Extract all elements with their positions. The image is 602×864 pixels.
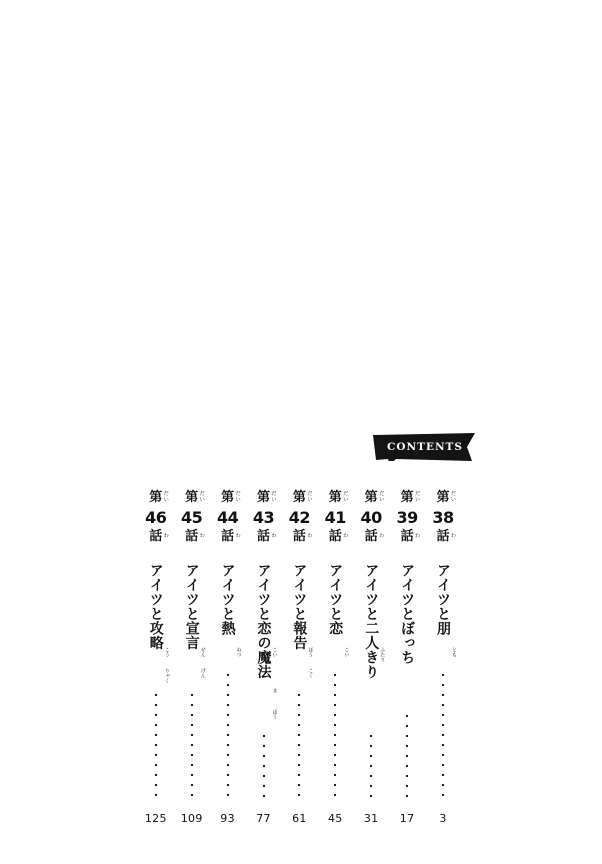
page-number[interactable]: 17	[399, 812, 415, 825]
chapter-title[interactable]: アイツと朋	[435, 563, 451, 636]
toc-entry[interactable]	[429, 490, 457, 830]
chapter-furigana: せん	[199, 647, 206, 657]
chapter-title[interactable]: アイツと宣言	[183, 563, 200, 650]
chapter-wa: 話	[185, 529, 199, 544]
chapter-number: 42	[288, 508, 311, 527]
chapter-dai-ruby: だい	[163, 491, 169, 503]
dot-leader	[297, 690, 301, 802]
chapter-title[interactable]: アイツと恋の魔法	[255, 563, 272, 679]
chapter-furigana: こう	[163, 647, 170, 657]
page-number[interactable]: 109	[180, 812, 203, 825]
chapter-furigana: ま	[271, 688, 278, 693]
chapter-dai: 第	[256, 490, 270, 505]
chapter-number: 43	[252, 508, 275, 527]
page-number[interactable]: 3	[439, 812, 447, 825]
dot-leader	[369, 731, 373, 802]
chapter-wa: 話	[328, 529, 342, 544]
chapter-dai-ruby: だい	[235, 491, 241, 503]
chapter-furigana: ねつ	[235, 647, 242, 657]
chapter-number: 45	[181, 508, 203, 527]
toc-entry[interactable]	[214, 490, 242, 830]
chapter-title[interactable]: アイツと熱	[219, 563, 236, 636]
chapter-wa-ruby: わ	[163, 533, 169, 539]
chapter-furigana: ほう	[307, 647, 314, 657]
chapter-dai-ruby: だい	[343, 491, 349, 503]
chapter-number: 44	[216, 508, 239, 527]
chapter-dai: 第	[221, 490, 235, 505]
toc-entry[interactable]	[285, 490, 313, 830]
chapter-title[interactable]: アイツとぼっち	[399, 563, 416, 665]
dot-leader	[333, 670, 337, 803]
chapter-title[interactable]: アイツと攻略	[147, 563, 164, 650]
chapter-number: 46	[145, 508, 167, 527]
page-number[interactable]: 61	[292, 812, 307, 825]
chapter-wa: 話	[256, 529, 270, 544]
chapter-furigana: ほう	[271, 708, 278, 719]
chapter-dai: 第	[364, 490, 378, 505]
chapter-wa-ruby: わ	[271, 533, 277, 539]
toc-entry[interactable]	[142, 490, 170, 830]
chapter-furigana: げん	[199, 667, 206, 678]
chapter-dai-ruby: だい	[415, 491, 421, 503]
chapter-dai-ruby: だい	[199, 491, 205, 503]
chapter-dai-ruby: だい	[271, 491, 277, 503]
chapter-number: 40	[360, 508, 382, 527]
dot-leader	[226, 670, 230, 803]
chapter-furigana: ふたり	[379, 647, 386, 662]
dot-leader	[405, 711, 409, 803]
chapter-wa: 話	[292, 529, 306, 544]
chapter-furigana: こい	[343, 647, 350, 657]
page-number[interactable]: 93	[220, 812, 235, 825]
chapter-dai: 第	[328, 490, 342, 505]
chapter-wa-ruby: わ	[415, 533, 421, 539]
chapter-dai: 第	[185, 490, 199, 505]
chapter-wa: 話	[436, 529, 450, 544]
chapter-title[interactable]: アイツと報告	[291, 563, 308, 650]
chapter-title[interactable]: アイツと二人きり	[363, 563, 380, 679]
toc-entry[interactable]	[250, 490, 278, 830]
chapter-title[interactable]: アイツと恋	[327, 563, 344, 636]
chapter-wa: 話	[364, 529, 378, 544]
chapter-furigana: こく	[307, 667, 314, 678]
chapter-dai-ruby: だい	[379, 491, 385, 503]
chapter-dai: 第	[292, 490, 306, 505]
chapter-wa-ruby: わ	[379, 533, 385, 539]
chapter-dai: 第	[436, 490, 450, 505]
chapter-wa: 話	[149, 529, 163, 544]
page-number[interactable]: 125	[144, 812, 167, 825]
dot-leader	[154, 690, 158, 802]
page-number[interactable]: 77	[256, 812, 271, 825]
toc-entry[interactable]	[178, 490, 206, 830]
page-number[interactable]: 45	[327, 812, 343, 825]
chapter-dai: 第	[149, 490, 163, 505]
chapter-wa-ruby: わ	[235, 533, 241, 539]
dot-leader	[262, 731, 266, 802]
toc-entry[interactable]	[357, 490, 385, 830]
contents-label: CONTENTS	[387, 441, 463, 453]
dot-leader	[190, 690, 194, 802]
chapter-wa-ruby: わ	[199, 533, 205, 539]
page-number[interactable]: 31	[363, 812, 379, 825]
chapter-wa-ruby: わ	[343, 533, 349, 539]
chapter-wa: 話	[221, 529, 235, 544]
chapter-wa-ruby: わ	[451, 533, 457, 539]
chapter-number: 39	[396, 508, 418, 527]
chapter-furigana: とも	[451, 647, 457, 657]
chapter-number: 41	[324, 508, 346, 527]
chapter-dai-ruby: だい	[307, 491, 313, 503]
toc-entry[interactable]	[393, 490, 421, 830]
toc-entry[interactable]	[321, 490, 349, 830]
chapter-dai: 第	[400, 490, 414, 505]
chapter-number: 38	[432, 508, 454, 527]
dot-leader	[441, 670, 445, 803]
chapter-furigana: りゃく	[163, 667, 170, 683]
chapter-dai-ruby: だい	[451, 491, 457, 503]
chapter-wa: 話	[400, 529, 414, 544]
chapter-wa-ruby: わ	[307, 533, 313, 539]
chapter-furigana: こい	[271, 647, 278, 657]
